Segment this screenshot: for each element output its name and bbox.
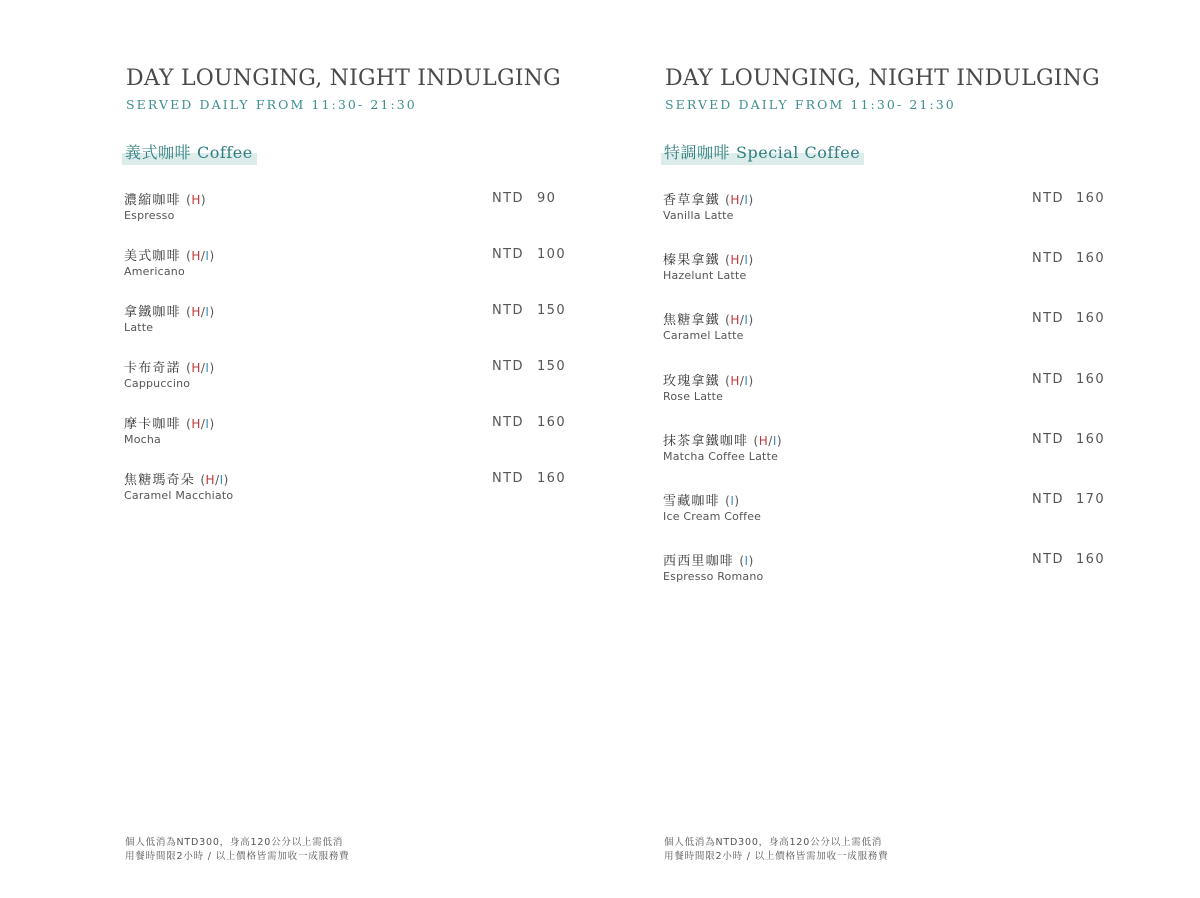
service-hours: SERVED DAILY FROM 11:30- 21:30 xyxy=(126,97,417,112)
tag-paren: ( xyxy=(725,494,731,508)
price-amount: 100 xyxy=(537,247,567,262)
tag-paren: ( xyxy=(725,373,731,388)
section-title-zh: 特調咖啡 xyxy=(664,143,731,162)
tag-paren: ) xyxy=(734,494,740,508)
item-name-en: Espresso xyxy=(124,209,175,222)
iced-option: I xyxy=(205,417,210,431)
temperature-tag xyxy=(186,305,215,319)
price-amount: 160 xyxy=(1076,431,1106,447)
tag-paren: ) xyxy=(748,373,754,388)
tag-paren: ( xyxy=(200,473,206,487)
price-currency: NTD xyxy=(492,471,524,486)
menu-item xyxy=(124,413,567,457)
iced-option: I xyxy=(744,193,749,207)
item-name-en: Hazelunt Latte xyxy=(663,269,747,283)
price-currency: NTD xyxy=(492,191,524,206)
menu-page-coffee xyxy=(124,0,604,898)
price-currency: NTD xyxy=(1032,191,1064,206)
tag-paren: ) xyxy=(209,417,215,431)
hot-option: H xyxy=(758,433,769,448)
hot-option: H xyxy=(191,305,201,319)
tag-separator: / xyxy=(200,361,206,375)
tag-separator: / xyxy=(200,417,206,431)
section-title-zh: 義式咖啡 xyxy=(125,143,192,162)
iced-option: I xyxy=(744,313,749,328)
price-amount: 90 xyxy=(537,191,557,206)
temperature-tag xyxy=(725,193,754,207)
tag-paren: ( xyxy=(725,253,731,268)
hot-option: H xyxy=(730,313,740,328)
item-name-zh: 焦糖拿鐵 (H/I) xyxy=(663,313,754,329)
item-name-en: Mocha xyxy=(124,433,161,446)
temperature-tag xyxy=(186,193,206,207)
item-name-en: Vanilla Latte xyxy=(663,209,734,222)
tag-paren: ) xyxy=(209,249,215,263)
page-title: DAY LOUNGING, NIGHT INDULGING xyxy=(126,66,561,91)
temperature-tag xyxy=(754,434,783,448)
section-title-en: Special Coffee xyxy=(736,143,861,162)
item-name-en: Matcha Coffee Latte xyxy=(663,449,779,463)
tag-paren: ) xyxy=(200,193,207,207)
price-amount: 160 xyxy=(537,471,567,486)
price-amount: 150 xyxy=(537,359,567,374)
menu-item xyxy=(663,249,1106,293)
item-name-zh: 美式咖啡 (H/I) xyxy=(124,249,215,264)
menu-item xyxy=(124,245,567,289)
iced-option: I xyxy=(744,253,749,268)
tag-paren: ( xyxy=(186,193,192,207)
tag-separator: / xyxy=(200,305,206,319)
tag-paren: ) xyxy=(223,473,229,487)
price-amount: 160 xyxy=(1076,311,1106,327)
menu-item xyxy=(663,189,1106,233)
price-currency: NTD xyxy=(1032,311,1064,327)
item-name-zh: 香草拿鐵 (H/I) xyxy=(663,193,754,208)
tag-separator: / xyxy=(739,373,745,388)
service-hours: SERVED DAILY FROM 11:30- 21:30 xyxy=(665,97,956,112)
price-amount: 160 xyxy=(1076,552,1106,568)
hot-option: H xyxy=(730,373,740,388)
footer-note-line: 個人低消為NTD300，身高120公分以上需低消 xyxy=(125,837,344,848)
temperature-tag xyxy=(725,374,754,388)
iced-option: I xyxy=(219,473,224,487)
footer-note-line: 用餐時間限2小時 / 以上價格皆需加收一成服務費 xyxy=(664,851,889,862)
item-name-en: Rose Latte xyxy=(663,389,724,403)
iced-option: I xyxy=(205,361,210,375)
tag-paren: ) xyxy=(748,193,754,207)
price-currency: NTD xyxy=(492,359,524,374)
section-header xyxy=(122,138,257,163)
temperature-tag xyxy=(200,473,229,487)
hot-option: H xyxy=(730,193,740,207)
tag-paren: ) xyxy=(748,554,754,569)
tag-paren: ) xyxy=(209,361,215,375)
tag-paren: ( xyxy=(739,554,745,569)
temperature-tag xyxy=(725,313,754,327)
temperature-tag xyxy=(186,361,215,375)
tag-paren: ( xyxy=(186,305,192,319)
section-title xyxy=(661,138,864,163)
item-name-en: Ice Cream Coffee xyxy=(663,510,762,523)
section-header xyxy=(661,138,864,163)
item-name-en: Espresso Romano xyxy=(663,570,764,584)
price-amount: 160 xyxy=(1076,191,1106,206)
iced-option: I xyxy=(744,373,749,388)
section-title-en: Coffee xyxy=(197,143,253,162)
menu-item xyxy=(663,550,1106,594)
temperature-tag xyxy=(725,494,739,508)
tag-paren: ( xyxy=(725,313,731,328)
page-title: DAY LOUNGING, NIGHT INDULGING xyxy=(665,66,1100,91)
footer-note-line: 用餐時間限2小時 / 以上價格皆需加收一成服務費 xyxy=(125,851,350,862)
price-amount: 150 xyxy=(537,303,567,318)
hot-option: H xyxy=(191,193,201,207)
menu-item xyxy=(663,309,1106,353)
tag-separator: / xyxy=(200,249,206,263)
price-currency: NTD xyxy=(1032,431,1064,447)
menu-item xyxy=(663,370,1106,414)
tag-paren: ) xyxy=(748,313,754,328)
menu-page-special-coffee xyxy=(663,0,1143,898)
temperature-tag xyxy=(739,554,753,568)
menu-item xyxy=(124,189,564,233)
tag-paren: ( xyxy=(753,433,759,448)
tag-paren: ( xyxy=(186,361,192,375)
item-name-zh: 雪藏咖啡 (I) xyxy=(663,494,740,509)
item-name-zh: 西西里咖啡 (I) xyxy=(663,554,754,570)
item-name-en: Caramel Latte xyxy=(663,329,744,343)
price-currency: NTD xyxy=(1032,552,1064,568)
price-amount: 170 xyxy=(1076,492,1106,507)
footer-note xyxy=(125,836,350,864)
price-currency: NTD xyxy=(1032,371,1064,387)
menu-item xyxy=(663,430,1106,474)
tag-paren: ( xyxy=(186,417,192,431)
iced-option: I xyxy=(772,433,777,448)
menu-item xyxy=(124,469,567,513)
temperature-tag xyxy=(186,249,215,263)
tag-separator: / xyxy=(768,433,773,448)
item-name-en: Latte xyxy=(124,321,154,334)
hot-option: H xyxy=(191,249,201,263)
item-name-en: Americano xyxy=(124,265,185,278)
price-amount: 160 xyxy=(1076,251,1106,267)
item-name-zh: 焦糖瑪奇朵 (H/I) xyxy=(124,473,229,488)
item-name-zh: 卡布奇諾 (H/I) xyxy=(124,361,215,376)
iced-option: I xyxy=(744,554,749,569)
tag-paren: ( xyxy=(725,193,731,207)
price-amount: 160 xyxy=(537,415,567,430)
tag-separator: / xyxy=(739,193,745,207)
footer-note xyxy=(664,836,889,864)
item-name-en: Cappuccino xyxy=(124,377,191,390)
tag-separator: / xyxy=(215,473,220,487)
iced-option: I xyxy=(205,249,210,263)
tag-separator: / xyxy=(739,313,745,328)
item-name-en: Caramel Macchiato xyxy=(124,489,234,502)
item-name-zh: 榛果拿鐵 (H/I) xyxy=(663,253,754,269)
temperature-tag xyxy=(186,417,215,431)
price-currency: NTD xyxy=(492,415,524,430)
item-name-zh: 拿鐵咖啡 (H/I) xyxy=(124,305,215,320)
section-title xyxy=(122,138,257,163)
footer-note-line: 個人低消為NTD300，身高120公分以上需低消 xyxy=(664,837,883,848)
tag-paren: ) xyxy=(209,305,215,319)
menu-item xyxy=(124,301,567,345)
iced-option: I xyxy=(730,494,735,508)
item-name-zh: 濃縮咖啡 (H) xyxy=(124,193,207,208)
hot-option: H xyxy=(730,253,740,268)
item-name-zh: 摩卡咖啡 (H/I) xyxy=(124,417,215,432)
tag-paren: ) xyxy=(748,253,754,268)
menu-item xyxy=(663,490,1106,534)
price-currency: NTD xyxy=(1032,492,1064,507)
price-amount: 160 xyxy=(1076,371,1106,387)
iced-option: I xyxy=(205,305,210,319)
item-name-zh: 抹茶拿鐵咖啡 (H/I) xyxy=(663,433,783,449)
tag-separator: / xyxy=(739,253,745,268)
price-currency: NTD xyxy=(1032,251,1064,267)
menu-item xyxy=(124,357,567,401)
item-name-zh: 玫瑰拿鐵 (H/I) xyxy=(663,373,754,389)
price-currency: NTD xyxy=(492,303,524,318)
hot-option: H xyxy=(191,417,201,431)
price-currency: NTD xyxy=(492,247,524,262)
hot-option: H xyxy=(191,361,201,375)
tag-paren: ( xyxy=(186,249,192,263)
temperature-tag xyxy=(725,253,754,267)
hot-option: H xyxy=(205,473,216,487)
tag-paren: ) xyxy=(776,433,783,448)
